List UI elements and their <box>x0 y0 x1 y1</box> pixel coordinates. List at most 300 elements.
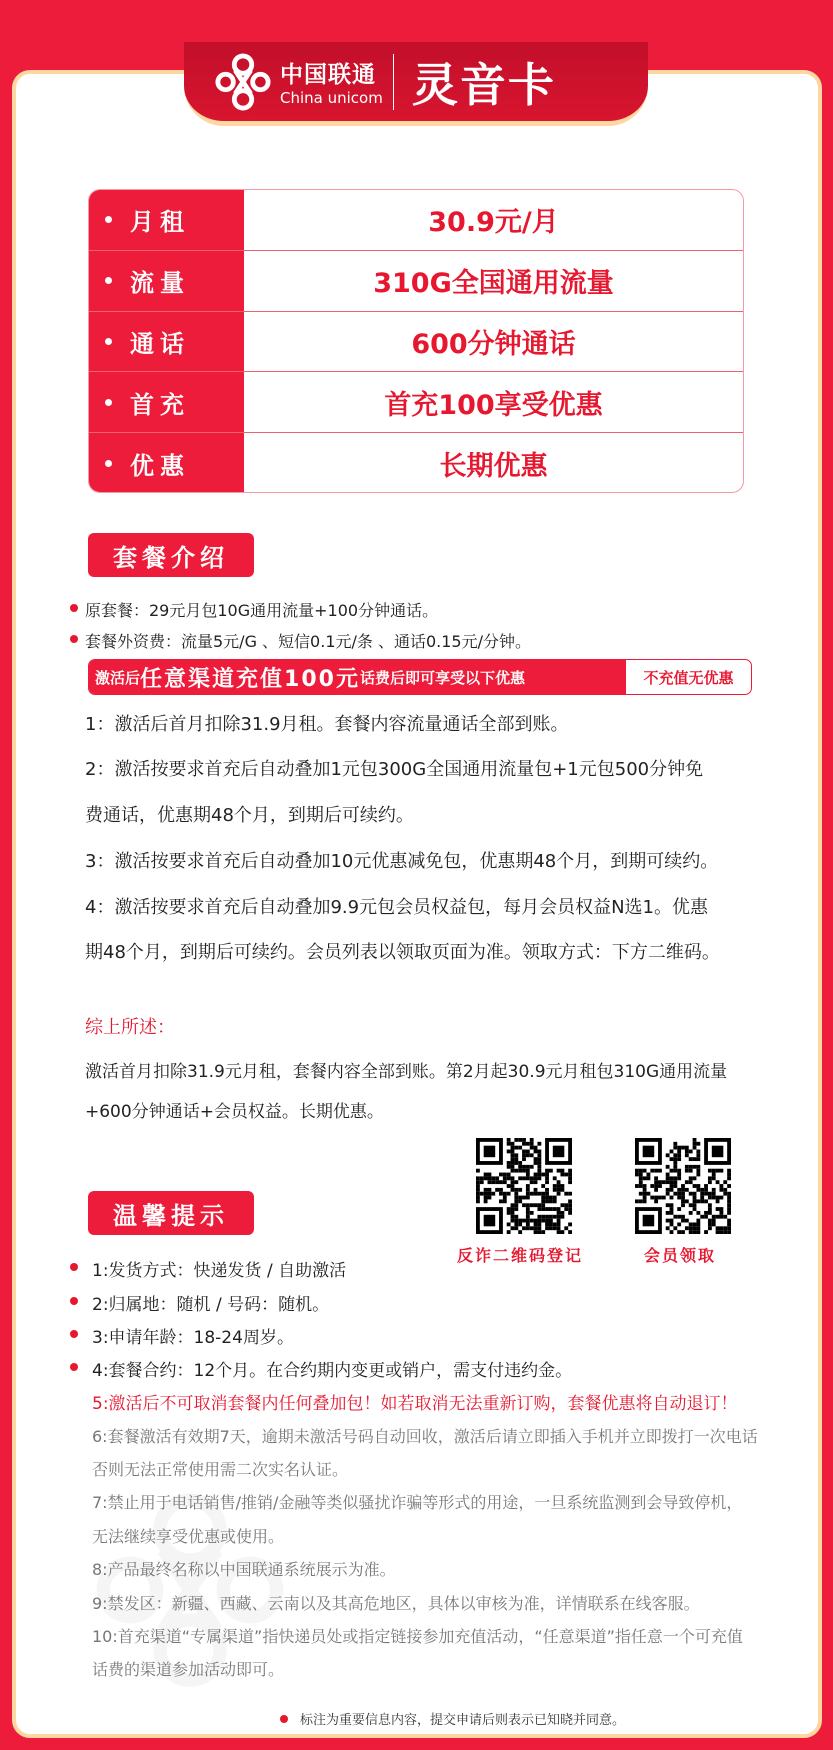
qr-module <box>658 1180 662 1184</box>
qr-module <box>654 1196 658 1200</box>
qr-module <box>670 1196 674 1200</box>
qr-module <box>560 1203 564 1207</box>
qr-module <box>681 1215 685 1219</box>
qr-module <box>553 1196 557 1200</box>
tip-warning: 5:激活后不可取消套餐内任何叠加包！如若取消无法重新订购，套餐优惠将自动退订！ <box>92 1394 738 1414</box>
qr-module <box>568 1230 572 1234</box>
bullet-icon <box>70 635 78 643</box>
qr-module <box>518 1222 522 1226</box>
tip-note: 话费的渠道参加活动即可。 <box>92 1660 285 1679</box>
qr-module <box>537 1169 541 1173</box>
qr-module <box>507 1176 511 1180</box>
tip-item: 4:套餐合约：12个月。在合约期内变更或销户，需支付违约金。 <box>92 1361 573 1381</box>
qr-module <box>526 1192 530 1196</box>
qr-module <box>719 1169 723 1173</box>
qr-module <box>526 1196 530 1200</box>
qr-module <box>557 1188 561 1192</box>
qr-module <box>488 1173 492 1177</box>
qr-module <box>537 1215 541 1219</box>
qr-module <box>503 1199 507 1203</box>
qr-module <box>514 1222 518 1226</box>
qr-module <box>677 1153 681 1157</box>
qr-module <box>537 1226 541 1230</box>
qr-module <box>685 1180 689 1184</box>
qr-module <box>693 1230 697 1234</box>
qr-module <box>514 1146 518 1150</box>
header-banner <box>184 42 648 126</box>
qr-module <box>673 1142 677 1146</box>
qr-module <box>708 1196 712 1200</box>
qr-module <box>639 1176 643 1180</box>
qr-module <box>491 1192 495 1196</box>
qr-module <box>666 1211 670 1215</box>
tip-note: 无法继续享受优惠或使用。 <box>92 1527 285 1546</box>
row-key: 首充 <box>130 390 190 419</box>
qr-module <box>484 1176 488 1180</box>
qr-module <box>514 1153 518 1157</box>
brand-name-cn: 中国联通 <box>280 62 376 88</box>
qr-module <box>534 1188 538 1192</box>
qr-module <box>518 1219 522 1223</box>
qr-module <box>666 1165 670 1169</box>
qr-module <box>712 1192 716 1196</box>
qr-module <box>670 1211 674 1215</box>
qr-module <box>673 1157 677 1161</box>
qr-module <box>639 1192 643 1196</box>
qr-module <box>541 1196 545 1200</box>
qr-module <box>716 1215 720 1219</box>
qr-module <box>677 1176 681 1180</box>
qr-module <box>693 1226 697 1230</box>
qr-module <box>568 1211 572 1215</box>
qr-module <box>662 1196 666 1200</box>
qr-module <box>530 1146 534 1150</box>
qr-module <box>549 1226 553 1230</box>
qr-module <box>677 1150 681 1154</box>
footer-note <box>280 1709 625 1728</box>
qr-module <box>488 1180 492 1184</box>
qr-module <box>476 1188 480 1192</box>
qr-module <box>511 1215 515 1219</box>
qr-module <box>530 1165 534 1169</box>
footer-text: 标注为重要信息内容，提交申请后则表示已知晓并同意。 <box>300 1713 626 1728</box>
qr-module <box>719 1211 723 1215</box>
qr-module <box>677 1192 681 1196</box>
qr-module <box>545 1199 549 1203</box>
qr-module <box>476 1199 480 1203</box>
brand-name-en: China unicom <box>280 89 383 107</box>
qr-module <box>693 1192 697 1196</box>
tip-note: 否则无法正常使用需二次实名认证。 <box>92 1460 349 1479</box>
qr-module <box>689 1192 693 1196</box>
qr-module <box>712 1173 716 1177</box>
offer-item: 3：激活按要求首充后自动叠加10元优惠减免包，优惠期48个月，到期可续约。 <box>85 851 719 872</box>
qr-module <box>511 1165 515 1169</box>
qr-module <box>681 1199 685 1203</box>
offer-item: 2：激活按要求首充后自动叠加1元包300G全国通用流量包+1元包500分钟免 <box>85 759 704 780</box>
qr-module <box>557 1192 561 1196</box>
qr-module <box>654 1184 658 1188</box>
qr-module <box>480 1192 484 1196</box>
row-value: 30.9元/月 <box>428 207 559 239</box>
qr-module <box>557 1219 561 1223</box>
qr-module <box>499 1188 503 1192</box>
tip-note: 10:首充渠道“专属渠道”指快递员处或指定链接参加充值活动，“任意渠道”指任意一个可充值 <box>92 1627 743 1646</box>
qr-module <box>712 1219 716 1223</box>
qr-module <box>499 1173 503 1177</box>
qr-module <box>708 1211 712 1215</box>
qr-module <box>507 1161 511 1165</box>
row-key: 月租 <box>130 208 190 237</box>
qr-module <box>685 1226 689 1230</box>
qr-module <box>696 1153 700 1157</box>
qr-module <box>696 1157 700 1161</box>
qr-module <box>723 1215 727 1219</box>
qr-module <box>553 1226 557 1230</box>
qr-module <box>545 1207 549 1211</box>
qr-module <box>708 1169 712 1173</box>
summary-text: 激活首月扣除31.9元月租，套餐内容全部到账。第2月起30.9元月租包310G通用流量 <box>85 1062 728 1082</box>
qr-module <box>696 1226 700 1230</box>
offer-item: 期48个月，到期后可续约。会员列表以领取页面为准。领取方式：下方二维码。 <box>85 942 720 963</box>
qr-module <box>518 1138 522 1142</box>
qr-module <box>673 1153 677 1157</box>
qr-module <box>727 1219 731 1223</box>
qr-module <box>670 1169 674 1173</box>
row-value: 长期优惠 <box>439 451 548 483</box>
qr-finder <box>484 1146 496 1158</box>
qr-module <box>568 1169 572 1173</box>
row-value: 310G全国通用流量 <box>373 268 614 300</box>
qr-module <box>507 1230 511 1234</box>
qr-module <box>526 1173 530 1177</box>
qr-module <box>553 1199 557 1203</box>
qr-module <box>553 1222 557 1226</box>
qr-module <box>564 1192 568 1196</box>
row-value: 600分钟通话 <box>411 328 576 360</box>
qr-module <box>666 1219 670 1223</box>
qr-module <box>716 1196 720 1200</box>
qr-module <box>511 1207 515 1211</box>
qr-module <box>557 1230 561 1234</box>
bullet-icon <box>105 399 112 406</box>
qr-module <box>545 1173 549 1177</box>
qr-module <box>545 1188 549 1192</box>
qr-module <box>700 1196 704 1200</box>
bullet-icon <box>70 1363 78 1371</box>
qr-module <box>568 1176 572 1180</box>
qr-module <box>526 1215 530 1219</box>
qr-module <box>537 1192 541 1196</box>
qr-module <box>673 1165 677 1169</box>
tip-item: 2:归属地：随机 / 号码：随机。 <box>92 1295 330 1315</box>
qr-module <box>685 1199 689 1203</box>
qr-module <box>522 1165 526 1169</box>
qr-module <box>689 1230 693 1234</box>
qr-module <box>670 1176 674 1180</box>
qr-module <box>476 1184 480 1188</box>
qr-module <box>526 1165 530 1169</box>
qr-module <box>537 1157 541 1161</box>
qr-module <box>681 1230 685 1234</box>
qr-module <box>514 1157 518 1161</box>
qr-code-anti-fraud[interactable] <box>476 1137 572 1235</box>
qr-module <box>534 1157 538 1161</box>
qr-module <box>491 1176 495 1180</box>
qr-module <box>518 1146 522 1150</box>
qr-module <box>712 1215 716 1219</box>
qr-module <box>564 1207 568 1211</box>
qr-module <box>541 1230 545 1234</box>
qr-module <box>727 1207 731 1211</box>
qr-module <box>557 1211 561 1215</box>
qr-module <box>511 1211 515 1215</box>
qr-module <box>476 1196 480 1200</box>
bullet-icon <box>70 1263 78 1271</box>
qr-module <box>560 1215 564 1219</box>
qr-module <box>534 1203 538 1207</box>
promo-post: 话费后即可享受以下优惠 <box>359 668 525 687</box>
qr-module <box>700 1215 704 1219</box>
qr-module <box>545 1226 549 1230</box>
qr-module <box>643 1169 647 1173</box>
qr-module <box>677 1215 681 1219</box>
bullet-icon <box>105 277 112 284</box>
qr-module <box>553 1215 557 1219</box>
qr-module <box>712 1169 716 1173</box>
qr-module <box>704 1230 708 1234</box>
qr-module <box>696 1173 700 1177</box>
qr-module <box>681 1188 685 1192</box>
qr-module <box>666 1176 670 1180</box>
qr-module <box>514 1207 518 1211</box>
qr-module <box>639 1180 643 1184</box>
qr-module <box>541 1215 545 1219</box>
qr-module <box>727 1173 731 1177</box>
qr-module <box>537 1207 541 1211</box>
qr-module <box>511 1153 515 1157</box>
qr-module <box>541 1203 545 1207</box>
qr-module <box>484 1188 488 1192</box>
qr-module <box>673 1215 677 1219</box>
qr-module <box>704 1215 708 1219</box>
qr-module <box>693 1196 697 1200</box>
qr-module <box>689 1157 693 1161</box>
row-key: 流量 <box>130 269 190 298</box>
qr-module <box>522 1138 526 1142</box>
tip-note: 6:套餐激活有效期7天，逾期未激活号码自动回收，激活后请立即插入手机并立即拨打一次电话 <box>92 1427 758 1446</box>
qr-module <box>511 1188 515 1192</box>
qr-module <box>499 1199 503 1203</box>
qr-module <box>635 1199 639 1203</box>
qr-module <box>557 1226 561 1230</box>
section-title-tips: 温馨提示 <box>88 1191 254 1235</box>
offer-item: 4：激活按要求首充后自动叠加9.9元包会员权益包，每月会员权益N选1。优惠 <box>85 897 708 918</box>
qr-module <box>534 1161 538 1165</box>
qr-module <box>553 1176 557 1180</box>
qr-module <box>545 1180 549 1184</box>
qr-label: 反诈二维码登记 <box>457 1246 584 1265</box>
qr-module <box>507 1150 511 1154</box>
qr-module <box>666 1173 670 1177</box>
qr-module <box>700 1188 704 1192</box>
qr-module <box>666 1188 670 1192</box>
qr-module <box>526 1188 530 1192</box>
qr-module <box>650 1196 654 1200</box>
qr-module <box>507 1142 511 1146</box>
qr-module <box>670 1157 674 1161</box>
qr-module <box>666 1203 670 1207</box>
qr-module <box>503 1196 507 1200</box>
qr-module <box>534 1219 538 1223</box>
qr-module <box>560 1169 564 1173</box>
qr-module <box>643 1176 647 1180</box>
qr-module <box>658 1169 662 1173</box>
qr-module <box>693 1142 697 1146</box>
qr-module <box>723 1230 727 1234</box>
promo-condition: 不充值无优惠 <box>643 668 734 687</box>
qr-module <box>670 1219 674 1223</box>
summary-text: +600分钟通话+会员权益。长期优惠。 <box>85 1102 384 1122</box>
qr-module <box>537 1142 541 1146</box>
qr-module <box>530 1211 534 1215</box>
qr-module <box>526 1150 530 1154</box>
qr-module <box>488 1196 492 1200</box>
qr-module <box>526 1169 530 1173</box>
qr-module <box>568 1199 572 1203</box>
qr-module <box>727 1226 731 1230</box>
qr-module <box>654 1180 658 1184</box>
qr-module <box>727 1196 731 1200</box>
qr-module <box>488 1176 492 1180</box>
qr-module <box>677 1207 681 1211</box>
qr-module <box>719 1207 723 1211</box>
qr-module <box>480 1180 484 1184</box>
qr-module <box>534 1230 538 1234</box>
qr-module <box>518 1165 522 1169</box>
qr-module <box>727 1203 731 1207</box>
qr-module <box>689 1180 693 1184</box>
qr-module <box>727 1199 731 1203</box>
qr-module <box>677 1188 681 1192</box>
qr-module <box>549 1207 553 1211</box>
qr-module <box>549 1222 553 1226</box>
qr-module <box>685 1219 689 1223</box>
qr-module <box>507 1184 511 1188</box>
qr-module <box>635 1184 639 1188</box>
qr-finder <box>643 1215 655 1227</box>
qr-code-membership[interactable] <box>635 1137 731 1235</box>
qr-module <box>507 1207 511 1211</box>
qr-module <box>541 1173 545 1177</box>
qr-module <box>522 1203 526 1207</box>
qr-module <box>560 1173 564 1177</box>
qr-module <box>716 1230 720 1234</box>
qr-module <box>545 1222 549 1226</box>
qr-module <box>526 1226 530 1230</box>
qr-module <box>541 1192 545 1196</box>
qr-module <box>689 1211 693 1215</box>
qr-module <box>480 1176 484 1180</box>
qr-module <box>719 1226 723 1230</box>
qr-module <box>537 1153 541 1157</box>
qr-module <box>654 1169 658 1173</box>
qr-module <box>560 1188 564 1192</box>
qr-module <box>476 1192 480 1196</box>
qr-module <box>530 1138 534 1142</box>
qr-module <box>557 1222 561 1226</box>
qr-module <box>677 1173 681 1177</box>
qr-module <box>696 1211 700 1215</box>
qr-module <box>522 1150 526 1154</box>
qr-module <box>530 1219 534 1223</box>
qr-module <box>666 1180 670 1184</box>
qr-module <box>647 1176 651 1180</box>
qr-module <box>708 1219 712 1223</box>
qr-module <box>643 1196 647 1200</box>
qr-module <box>681 1184 685 1188</box>
row-key: 通话 <box>130 329 190 358</box>
qr-finder <box>553 1146 565 1158</box>
qr-module <box>696 1169 700 1173</box>
qr-module <box>557 1180 561 1184</box>
qr-module <box>647 1192 651 1196</box>
qr-module <box>685 1169 689 1173</box>
qr-module <box>716 1180 720 1184</box>
divider <box>393 54 394 110</box>
qr-module <box>545 1219 549 1223</box>
bullet-icon <box>70 1330 78 1338</box>
qr-module <box>681 1146 685 1150</box>
qr-module <box>673 1161 677 1165</box>
qr-module <box>511 1146 515 1150</box>
qr-module <box>514 1161 518 1165</box>
qr-module <box>670 1184 674 1188</box>
qr-module <box>495 1176 499 1180</box>
qr-module <box>511 1203 515 1207</box>
qr-module <box>541 1207 545 1211</box>
qr-module <box>685 1150 689 1154</box>
qr-module <box>639 1184 643 1188</box>
qr-module <box>511 1176 515 1180</box>
qr-module <box>545 1215 549 1219</box>
qr-module <box>677 1230 681 1234</box>
qr-module <box>689 1150 693 1154</box>
qr-module <box>704 1211 708 1215</box>
qr-module <box>507 1192 511 1196</box>
row-value: 首充100享受优惠 <box>384 389 603 421</box>
qr-module <box>681 1203 685 1207</box>
qr-module <box>553 1188 557 1192</box>
qr-module <box>503 1180 507 1184</box>
qr-module <box>518 1230 522 1234</box>
table-row <box>89 372 743 433</box>
qr-module <box>526 1184 530 1188</box>
qr-module <box>560 1184 564 1188</box>
qr-module <box>708 1180 712 1184</box>
qr-module <box>696 1199 700 1203</box>
qr-module <box>719 1196 723 1200</box>
qr-module <box>712 1196 716 1200</box>
qr-module <box>545 1176 549 1180</box>
china-unicom-logo-icon <box>214 50 272 114</box>
tip-note: 7:禁止用于电话销售/推销/金融等类似骚扰诈骗等形式的用途，一旦系统监测到会导致停机， <box>92 1493 743 1512</box>
qr-module <box>537 1176 541 1180</box>
qr-module <box>719 1188 723 1192</box>
qr-module <box>514 1199 518 1203</box>
qr-module <box>704 1188 708 1192</box>
qr-module <box>689 1176 693 1180</box>
